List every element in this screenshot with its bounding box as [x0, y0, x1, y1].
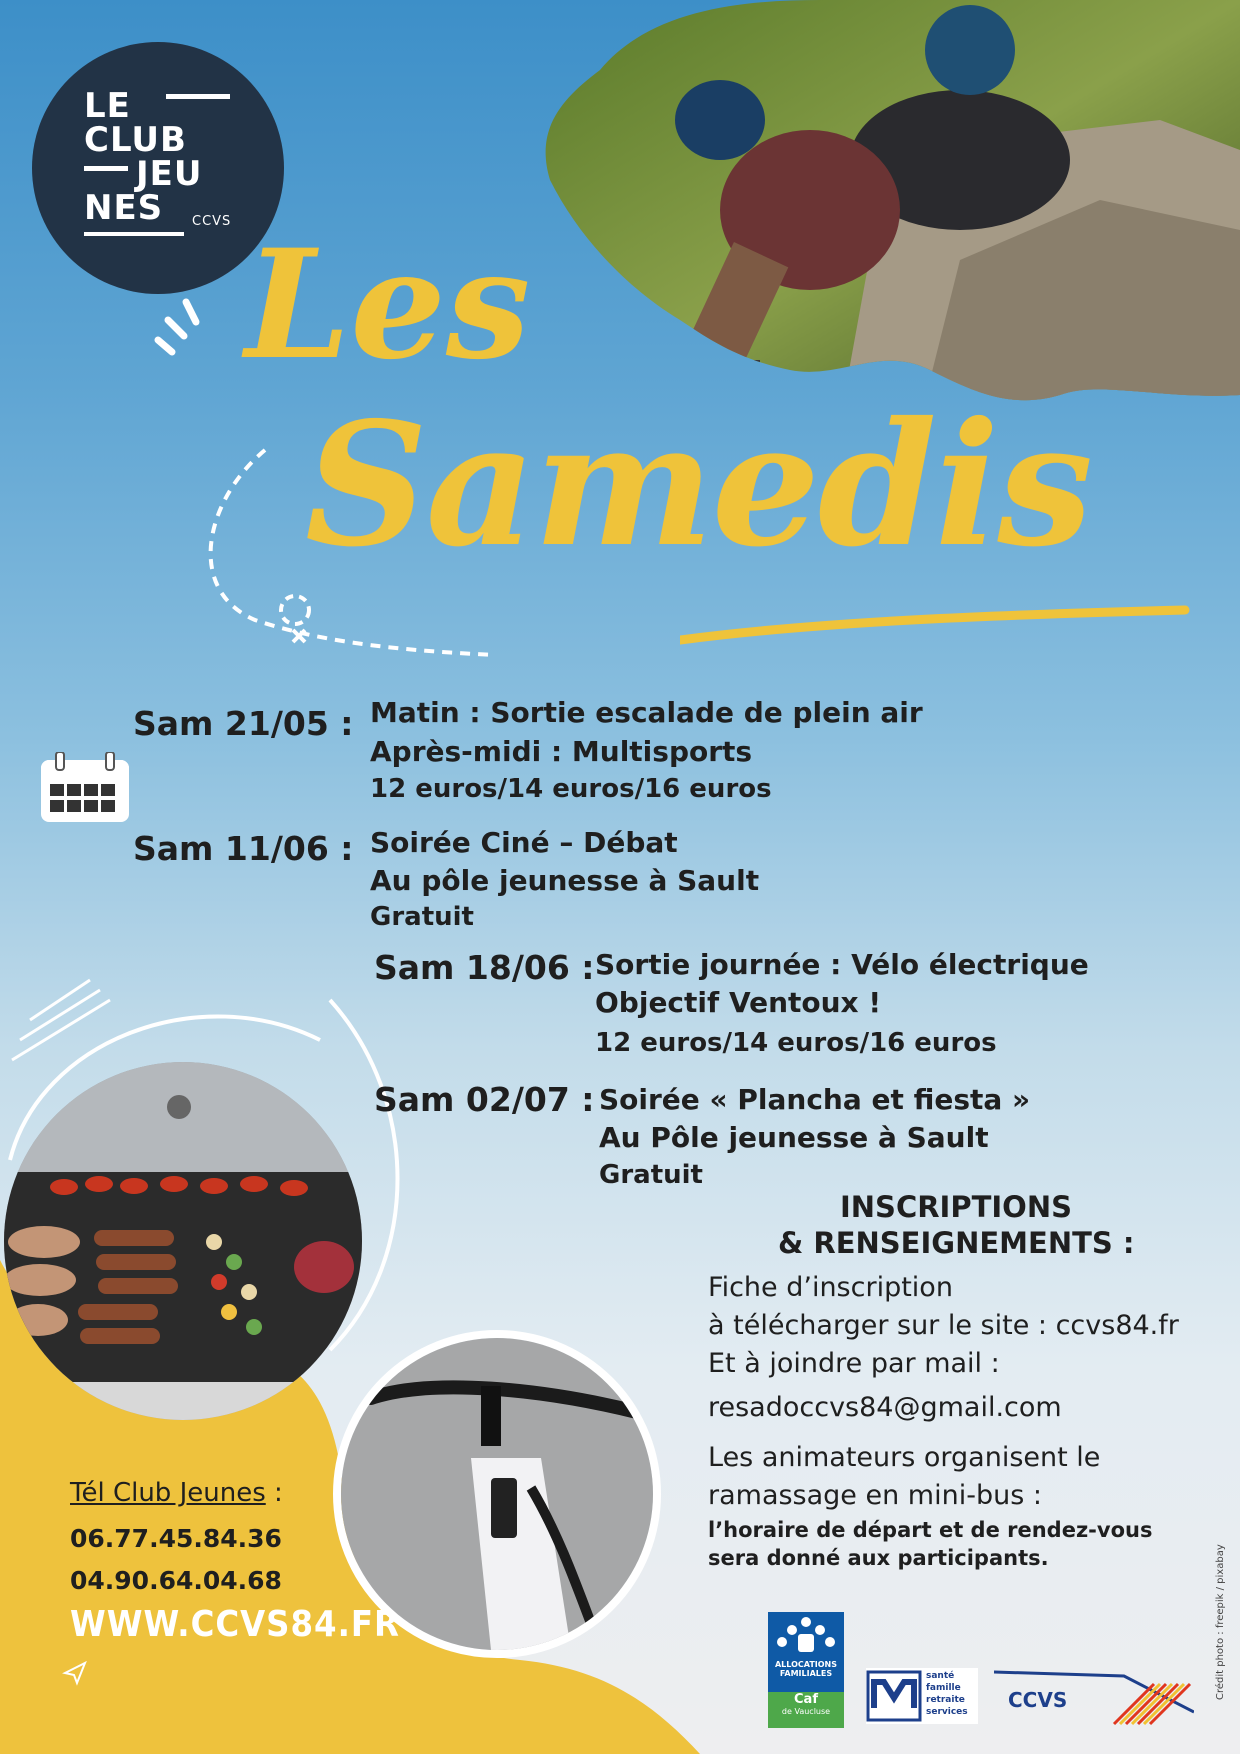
- msa-word-1: santé: [926, 1671, 955, 1681]
- caf-logo: [768, 1612, 844, 1728]
- event-date-3: Sam 18/06 :: [374, 948, 595, 987]
- inscriptions-title: INSCRIPTIONS: [840, 1190, 1072, 1224]
- caf-name: Caf: [794, 1692, 818, 1707]
- inscriptions-line-4: Les animateurs organisent le: [708, 1442, 1101, 1473]
- caf-subtitle: de Vaucluse: [781, 1707, 831, 1716]
- event-date-4: Sam 02/07 :: [374, 1080, 595, 1119]
- ccvs-text: CCVS: [1008, 1688, 1068, 1712]
- logo-bar: [166, 94, 230, 99]
- logo-text-club: CLUB: [84, 120, 187, 160]
- logo-text-le: LE: [84, 86, 131, 126]
- event-3-line-3: 12 euros/14 euros/16 euros: [595, 1028, 997, 1058]
- tel-label-colon: :: [265, 1478, 283, 1508]
- msa-logo: [866, 1668, 978, 1724]
- caf-people-icon: [768, 1612, 844, 1658]
- inscriptions-line-5: ramassage en mini-bus :: [708, 1480, 1042, 1511]
- event-date-2: Sam 11/06 :: [133, 829, 354, 868]
- website-link[interactable]: WWW.CCVS84.FR: [70, 1604, 400, 1645]
- event-2-line-2: Au pôle jeunesse à Sault: [370, 864, 760, 897]
- renseignements-title: & RENSEIGNEMENTS :: [778, 1226, 1135, 1260]
- event-3-line-2: Objectif Ventoux !: [595, 986, 882, 1019]
- msa-word-2: famille: [926, 1683, 961, 1693]
- title-les: Les: [245, 217, 531, 393]
- msa-words: [926, 1670, 968, 1718]
- contact-email[interactable]: resadoccvs84@gmail.com: [708, 1392, 1062, 1423]
- climbing-photo: [540, 0, 1240, 420]
- msa-mark: [866, 1668, 922, 1724]
- inscriptions-line-1: Fiche d’inscription: [708, 1272, 953, 1303]
- photo-credit: Crédit photo : freepik / pixabay: [1215, 1544, 1226, 1700]
- event-1-line-3: 12 euros/14 euros/16 euros: [370, 774, 772, 804]
- logo-text-ccvs: CCVS: [192, 214, 232, 229]
- ccvs-logo: [994, 1668, 1194, 1728]
- send-icon: [62, 1660, 88, 1686]
- calendar-icon: [40, 752, 130, 824]
- tel-club-jeunes-label: [70, 1478, 283, 1508]
- event-date-1: Sam 21/05 :: [133, 704, 354, 743]
- barbecue-photo: [4, 1062, 362, 1420]
- event-2-line-3: Gratuit: [370, 902, 474, 932]
- event-3-line-1: Sortie journée : Vélo électrique: [595, 948, 1089, 981]
- event-4-line-3: Gratuit: [599, 1160, 703, 1190]
- inscriptions-line-2: à télécharger sur le site : ccvs84.fr: [708, 1310, 1179, 1341]
- caf-text-1: ALLOCATIONS: [774, 1660, 838, 1669]
- phone-number-2[interactable]: 04.90.64.04.68: [70, 1566, 282, 1595]
- msa-word-3: retraite: [926, 1695, 965, 1705]
- inscriptions-bold-1: l’horaire de départ et de rendez-vous: [708, 1518, 1153, 1542]
- event-1-line-1: Matin : Sortie escalade de plein air: [370, 696, 923, 729]
- title-underline: [680, 600, 1190, 650]
- logo-bar: [84, 232, 184, 236]
- event-4-line-1: Soirée « Plancha et fiesta »: [599, 1083, 1031, 1116]
- phone-number-1[interactable]: 06.77.45.84.36: [70, 1524, 282, 1553]
- logo-text-jeu: JEU: [136, 154, 203, 194]
- title-samedis: Samedis: [305, 385, 1092, 585]
- inscriptions-line-3: Et à joindre par mail :: [708, 1348, 1000, 1379]
- event-1-line-2: Après-midi : Multisports: [370, 735, 753, 768]
- decor-strokes: [150, 290, 210, 360]
- caf-bottom-band: [768, 1692, 844, 1728]
- event-4-line-2: Au Pôle jeunesse à Sault: [599, 1121, 989, 1154]
- logo-text-nes: NES: [84, 188, 164, 228]
- caf-text-2: FAMILIALES: [779, 1669, 833, 1678]
- inscriptions-bold-2: sera donné aux participants.: [708, 1546, 1049, 1570]
- logo-bar: [84, 166, 128, 171]
- msa-word-4: services: [926, 1707, 968, 1717]
- tel-label-underlined: Tél Club Jeunes: [70, 1478, 266, 1508]
- event-2-line-1: Soirée Ciné – Débat: [370, 826, 678, 859]
